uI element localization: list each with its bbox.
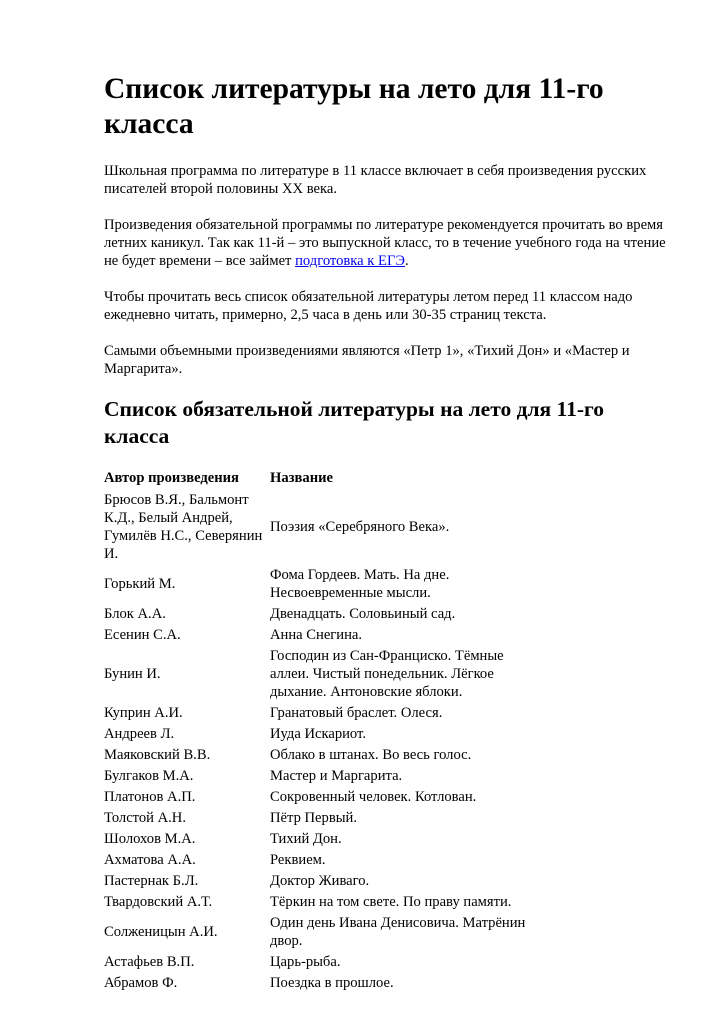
table-row — [104, 913, 540, 952]
author-cell: Астафьев В.П. — [104, 954, 195, 970]
title-cell: Царь-рыба. — [270, 954, 341, 970]
author-cell: Блок А.А. — [104, 606, 166, 622]
author-cell: Толстой А.Н. — [104, 810, 186, 826]
title-cell: Один день Ивана Денисовича. Матрёнин двор. — [270, 915, 526, 949]
table-row — [104, 808, 540, 829]
header-author: Автор произведения — [104, 470, 239, 486]
title-cell: Реквием. — [270, 852, 326, 868]
title-cell: Пётр Первый. — [270, 810, 357, 826]
title-cell: Тихий Дон. — [270, 831, 342, 847]
table-row — [104, 952, 540, 973]
author-cell: Платонов А.П. — [104, 789, 196, 805]
intro-paragraph-3: Чтобы прочитать весь список обязательной литературы летом перед 11 классом надо ежедневно читать, примерно, 2,5 часа в день или 30-35 страниц текста. — [104, 289, 633, 323]
title-cell: Облако в штанах. Во весь голос. — [270, 747, 472, 763]
author-cell: Пастернак Б.Л. — [104, 873, 199, 889]
title-cell: Поездка в прошлое. — [270, 975, 394, 991]
section-title: Список обязательной литературы на лето для 11-го класса — [104, 397, 604, 448]
table-row — [104, 703, 540, 724]
table-row — [104, 604, 540, 625]
table-row — [104, 787, 540, 808]
title-cell: Фома Гордеев. Мать. На дне. Несвоевременные мысли. — [270, 567, 450, 601]
title-cell: Господин из Сан-Франциско. Тёмные аллеи. Чистый понедельник. Лёгкое дыхание. Антоновские яблоки. — [270, 648, 504, 700]
author-cell: Маяковский В.В. — [104, 747, 211, 763]
title-cell: Доктор Живаго. — [270, 873, 370, 889]
author-cell: Куприн А.И. — [104, 705, 183, 721]
author-cell: Есенин С.А. — [104, 627, 181, 643]
intro-paragraph-2-end: . — [405, 253, 409, 269]
author-cell: Брюсов В.Я., Бальмонт К.Д., Белый Андрей, Гумилёв Н.С., Северянин И. — [104, 492, 263, 562]
author-cell: Горький М. — [104, 576, 176, 592]
table-row — [104, 490, 540, 565]
page-title: Список литературы на лето для 11-го класса — [104, 73, 604, 140]
title-cell: Иуда Искариот. — [270, 726, 366, 742]
title-cell: Гранатовый браслет. Олеся. — [270, 705, 443, 721]
ege-prep-link[interactable]: подготовка к ЕГЭ — [295, 253, 406, 269]
author-cell: Абрамов Ф. — [104, 975, 178, 991]
document-content — [104, 72, 674, 994]
title-cell: Поэзия «Серебряного Века». — [270, 519, 450, 535]
literature-table — [104, 468, 540, 994]
intro-paragraph-1: Школьная программа по литературе в 11 классе включает в себя произведения русских писателей второй половины XX века. — [104, 163, 647, 197]
intro-paragraph-2 — [104, 216, 674, 270]
table-row — [104, 850, 540, 871]
author-cell: Ахматова А.А. — [104, 852, 196, 868]
author-cell: Твардовский А.Т. — [104, 894, 213, 910]
author-cell: Бунин И. — [104, 666, 161, 682]
title-cell: Мастер и Маргарита. — [270, 768, 403, 784]
author-cell: Шолохов М.А. — [104, 831, 196, 847]
author-cell: Булгаков М.А. — [104, 768, 194, 784]
intro-paragraph-4: Самыми объемными произведениями являются «Петр 1», «Тихий Дон» и «Мастер и Маргарита». — [104, 343, 630, 377]
table-row — [104, 766, 540, 787]
title-cell: Анна Снегина. — [270, 627, 363, 643]
title-cell: Тёркин на том свете. По праву памяти. — [270, 894, 512, 910]
table-row — [104, 745, 540, 766]
author-cell: Андреев Л. — [104, 726, 175, 742]
title-cell: Двенадцать. Соловьиный сад. — [270, 606, 456, 622]
table-header-row — [104, 468, 540, 490]
table-row — [104, 973, 540, 994]
title-cell: Сокровенный человек. Котлован. — [270, 789, 477, 805]
table-row — [104, 829, 540, 850]
author-cell: Солженицын А.И. — [104, 924, 218, 940]
table-row — [104, 871, 540, 892]
table-row — [104, 625, 540, 646]
table-row — [104, 565, 540, 604]
intro-paragraph-2-text: Произведения обязательной программы по литературе рекомендуется прочитать во время летних каникул. Так как 11-й – это выпускной класс, то в течение учебного года на чтение не будет времени – все займет — [104, 217, 666, 269]
table-row — [104, 646, 540, 703]
table-row — [104, 892, 540, 913]
header-title: Название — [270, 470, 333, 486]
table-row — [104, 724, 540, 745]
